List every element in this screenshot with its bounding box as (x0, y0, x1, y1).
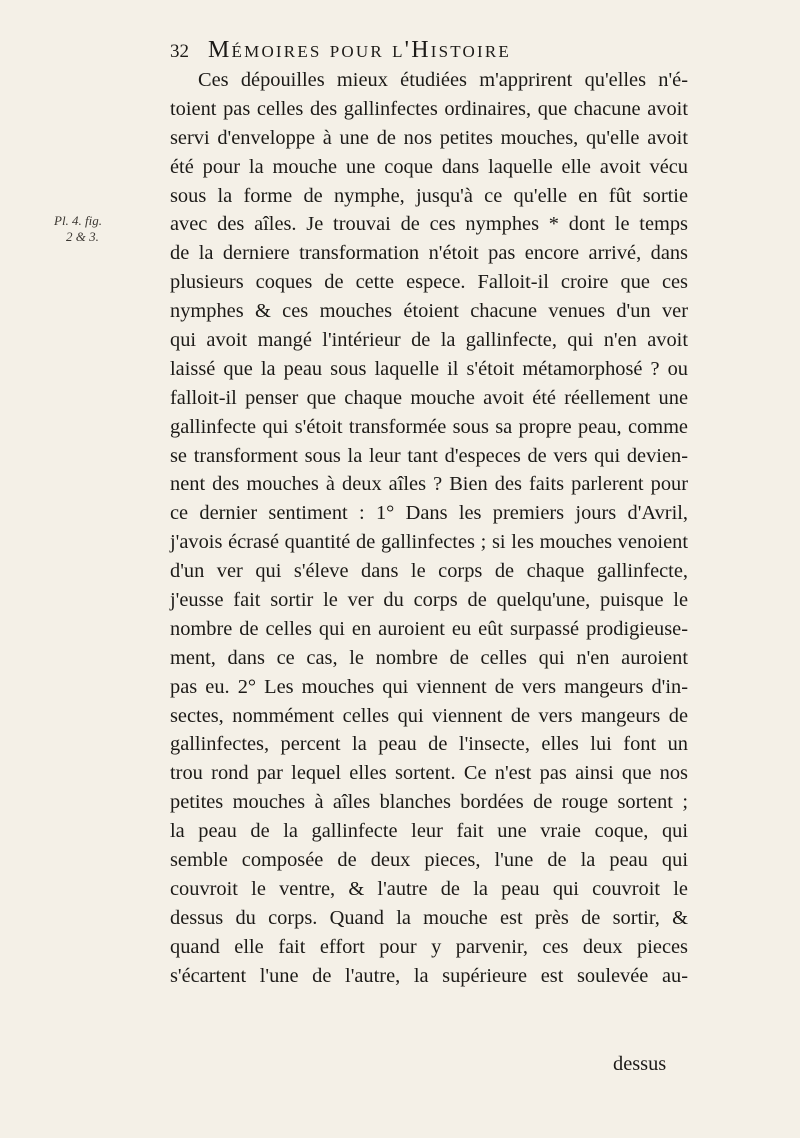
page-header (170, 37, 690, 67)
text-line: toient pas celles des gallinfectes ordinaires, que chacune avoit (170, 97, 688, 120)
text-line: de la derniere transformation n'étoit pas encore arrivé, dans (170, 242, 688, 265)
text-line: s'écartent l'une de l'autre, la supérieure est soulevée au- (170, 964, 688, 987)
text-line: sectes, nommément celles qui viennent de vers mangeurs de (170, 704, 688, 727)
text-line: semble composée de deux pieces, l'une de la peau qui (170, 849, 688, 872)
text-line: sous la forme de nymphe, jusqu'à ce qu'elle en fût sortie (170, 184, 688, 207)
catchword: dessus (613, 1053, 667, 1075)
text-line: petites mouches à aîles blanches bordées de rouge sortent ; (170, 791, 688, 814)
text-line: dessus du corps. Quand la mouche est près de sortir, & (170, 906, 688, 929)
text-line: couvroit le ventre, & l'autre de la peau qui couvroit le (170, 877, 688, 900)
text-line: qui avoit mangé l'intérieur de la gallinfecte, qui n'en avoit (170, 329, 688, 352)
text-line: j'eusse fait sortir le ver du corps de quelqu'une, puisque le (170, 589, 688, 612)
text-line: servi d'enveloppe à une de nos petites mouches, qu'elle avoit (170, 126, 688, 149)
text-line: été pour la mouche une coque dans laquelle elle avoit vécu (170, 155, 688, 178)
running-title: Mémoires pour l'Histoire (208, 37, 511, 63)
text-line: ment, dans ce cas, le nombre de celles qui n'en auroient (170, 646, 688, 669)
margin-note-plate-reference: Pl. 4. fig. (54, 213, 103, 228)
margin-note-figure-reference: 2 & 3. (66, 229, 99, 244)
text-line: falloit-il penser que chaque mouche avoit été réellement une (170, 386, 688, 409)
text-line: se transforment sous la leur tant d'especes de vers qui devien- (170, 444, 688, 467)
text-line: Ces dépouilles mieux étudiées m'apprirent qu'elles n'é- (198, 69, 688, 91)
text-line: quand elle fait effort pour y parvenir, ces deux pieces (170, 935, 688, 958)
text-line: la peau de la gallinfecte leur fait une vraie coque, qui (170, 820, 688, 843)
text-line: gallinfecte qui s'étoit transformée sous sa propre peau, comme (170, 415, 688, 438)
text-line: nombre de celles qui en auroient eu eût surpassé prodigieuse- (170, 617, 688, 640)
text-line: plusieurs coques de cette espece. Falloit-il croire que ces (170, 271, 688, 294)
text-line: gallinfectes, percent la peau de l'insecte, elles lui font un (170, 733, 688, 756)
text-line: pas eu. 2° Les mouches qui viennent de vers mangeurs d'in- (170, 675, 688, 698)
text-line: trou rond par lequel elles sortent. Ce n'est pas ainsi que nos (170, 762, 688, 785)
body-text (170, 66, 688, 991)
page-number: 32 (170, 41, 189, 62)
text-line: nent des mouches à deux aîles ? Bien des faits parlerent pour (170, 473, 688, 496)
text-line: nymphes & ces mouches étoient chacune venues d'un ver (170, 300, 688, 323)
text-line: d'un ver qui s'éleve dans le corps de chaque gallinfecte, (170, 560, 688, 583)
text-line: j'avois écrasé quantité de gallinfectes ; si les mouches venoient (170, 531, 688, 554)
text-line: avec des aîles. Je trouvai de ces nymphes * dont le temps (170, 213, 688, 236)
text-line: ce dernier sentiment : 1° Dans les premiers jours d'Avril, (170, 502, 688, 525)
text-line: laissé que la peau sous laquelle il s'étoit métamorphosé ? ou (170, 357, 688, 380)
margin-note (54, 213, 114, 245)
